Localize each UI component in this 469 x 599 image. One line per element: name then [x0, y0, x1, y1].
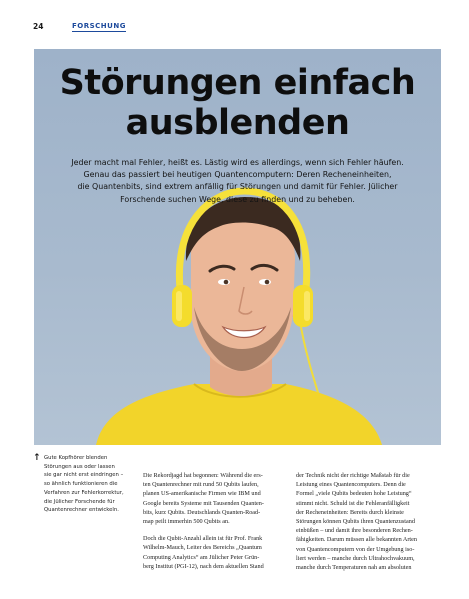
text-line: Computing Analytics“ am Jülicher Peter Grün- — [143, 553, 260, 561]
text-line: fähigkeiten. Darum müssen alle bekannten Arten — [296, 536, 417, 544]
caption-line: die Jülicher Forschende für — [44, 498, 115, 505]
body-column-2 — [296, 471, 443, 580]
text-line: bits, kurz Qubits. Deutschlands Quanten-Road- — [143, 508, 261, 516]
text-line: liert werden – manche durch Ultrahochvakuum, — [296, 554, 415, 562]
lead-line-1: Jeder macht mal Fehler, heißt es. Lästig wird es allerdings, wenn sich Fehler häufen. — [71, 158, 404, 167]
headline-line-2: ausblenden — [125, 103, 350, 143]
headline-line-1: Störungen einfach — [59, 63, 416, 103]
text-line: der Recheneinheiten: Bereits durch kleinste — [296, 508, 404, 516]
text-line: Störungen können Qubits ihren Quantenzustand — [296, 518, 415, 526]
text-line: einbüßen – und damit ihre besonderen Rechen- — [296, 527, 413, 535]
body-column-1 — [143, 471, 290, 579]
text-line: Die Rekordjagd hat begonnen: Während die ers- — [143, 472, 263, 479]
right-earcup-highlight — [304, 291, 310, 321]
paragraph — [143, 471, 290, 526]
text-line: manche durch Temperaturen nah am absoluten — [296, 564, 412, 572]
caption-line: Quantenrechner entwickeln. — [44, 507, 119, 514]
text-line: stimmt nicht. Schuld ist die Fehleranfälligkeit — [296, 499, 410, 507]
caption-line: so ähnlich funktionieren die — [44, 481, 118, 488]
text-line: Doch die Qubit-Anzahl allein ist für Prof. Frank — [143, 535, 263, 543]
image-caption — [44, 454, 126, 515]
text-line: berg Institut (PGI-12), nach dem aktuellen Stand — [143, 562, 264, 570]
article-headline — [34, 63, 441, 143]
paragraph — [296, 471, 443, 572]
lead-line-3: die Quantenbits, sind extrem anfällig für Störungen und damit für Fehler. Jülicher — [77, 182, 398, 192]
text-line: Wilhelm-Mauch, Leiter des Bereichs „Quantum — [143, 544, 262, 552]
left-pupil — [224, 280, 229, 285]
text-line: Leistung eines Quantencomputers. Denn die — [296, 481, 406, 489]
caption-line: Störungen aus oder lassen — [44, 463, 115, 470]
page-number: 24 — [33, 22, 44, 31]
text-line: map peilt immerhin 500 Qubits an. — [143, 518, 230, 526]
lead-line-4: Forschende suchen Wege, diese zu finden und zu beheben. — [120, 194, 355, 204]
right-pupil — [265, 280, 270, 285]
paragraph — [143, 534, 290, 571]
text-line: ten Quantenrechner mit rund 50 Qubits laufen, — [143, 481, 259, 489]
caption-line: Verfahren zur Fehlerkorrektur, — [44, 489, 124, 496]
hero-image — [34, 49, 441, 445]
caption-arrow-icon: ↑ — [33, 453, 41, 463]
text-line: Google bereits Systeme mit Tausenden Quanten- — [143, 499, 264, 507]
text-line: planen US-amerikanische Firmen wie IBM und — [143, 490, 261, 498]
text-line: der Technik nicht der richtige Maßstab für die — [296, 472, 410, 479]
caption-line: Gute Kopfhörer blenden — [44, 455, 108, 461]
text-line: Formel „viele Qubits bedeuten hohe Leistung“ — [296, 490, 412, 498]
left-earcup-highlight — [176, 291, 182, 321]
lead-line-2: Genau das passiert bei heutigen Quantencomputern: Deren Recheneinheiten, — [83, 170, 392, 180]
section-label: FORSCHUNG — [72, 22, 126, 30]
article-lead — [64, 157, 411, 206]
caption-line: sie gar nicht erst eindringen – — [44, 472, 124, 479]
text-line: von Quantencomputern von der Umgebung iso- — [296, 545, 415, 553]
